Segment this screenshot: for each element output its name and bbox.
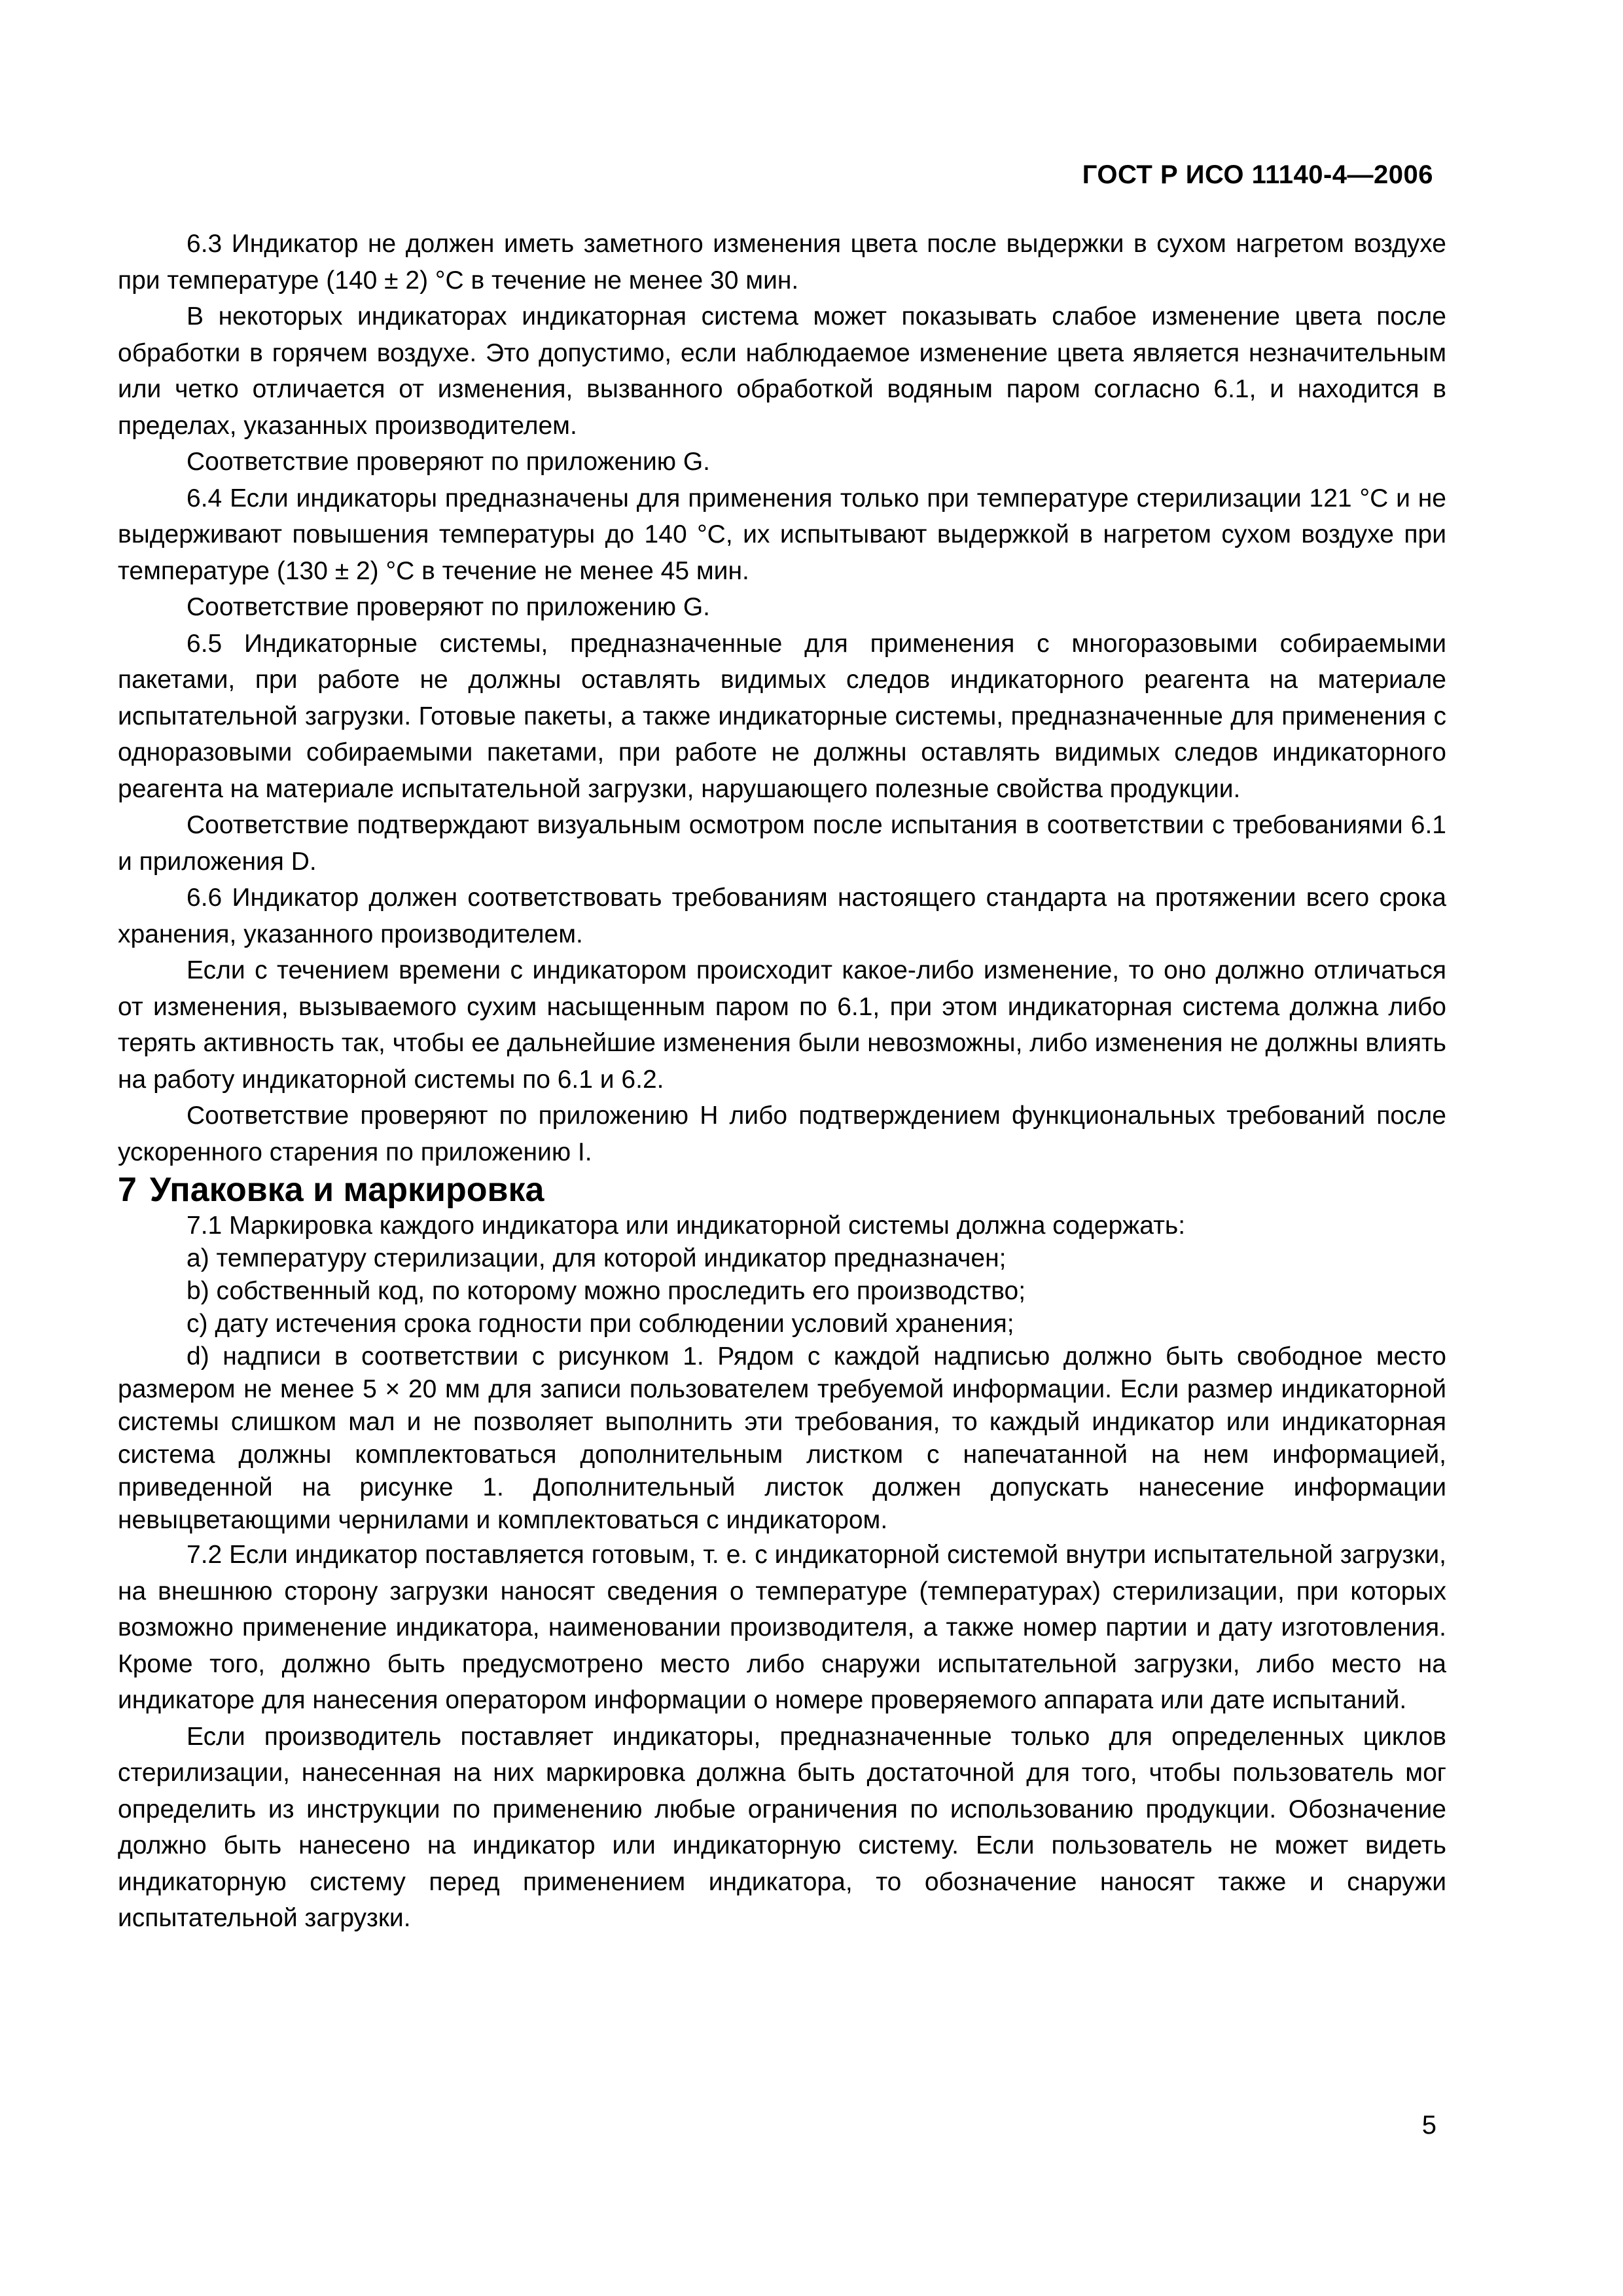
- paragraph: Соответствие проверяют по приложению G.: [187, 593, 711, 621]
- list-item: d) надписи в соответствии с рисунком 1. Рядом с каждой надписью должно быть свободное место размером не менее 5 × 20 мм для записи пользователем требуемой информации. Если размер индикаторной системы слишком мал и не позволяет выполнить эти требования, то каждый индикатор или индикаторная система должны комплектоваться дополнительным листком с напечатанной на нем информацией, приведенной на рисунке 1. Дополнительный листок должен допускать нанесение информации невыцветающими чернилами и комплектоваться с индикатором.: [118, 1342, 1446, 1534]
- paragraph-6-5: 6.5 Индикаторные системы, предназначенные для применения с многоразовыми собираемыми пакетами, при работе не должны оставлять видимых следов индикаторного реагента на материале испытательной загрузки. Готовые пакеты, а также индикаторные системы, предназначенные для применения с одноразовыми собираемыми пакетами, при работе не должны оставлять видимых следов индикаторного реагента на материале испытательной загрузки, нарушающего полезные свойства продукции.: [118, 629, 1446, 803]
- page-number: 5: [1421, 2111, 1436, 2140]
- paragraph: Соответствие подтверждают визуальным осмотром после испытания в соответствии с требованиями 6.1 и приложения D.: [118, 811, 1446, 876]
- paragraph: Если с течением времени с индикатором происходит какое-либо изменение, то оно должно отличаться от изменения, вызываемого сухим насыщенным паром по 6.1, при этом индикаторная система должна либо терять активность так, чтобы ее дальнейшие изменения были невозможны, либо изменения не должны влиять на работу индикаторной системы по 6.1 и 6.2.: [118, 956, 1446, 1094]
- paragraph: В некоторых индикаторах индикаторная система может показывать слабое изменение цвета после обработки в горячем воздухе. Это допустимо, если наблюдаемое изменение цвета является незначительным или четко отличается от изменения, вызванного обработкой водяным паром согласно 6.1, и находится в пределах, указанных производителем.: [118, 302, 1446, 440]
- document-body: [118, 226, 1446, 1937]
- section-number: 7: [118, 1171, 137, 1209]
- section-heading: [118, 1170, 1446, 1210]
- paragraph: Соответствие проверяют по приложению Н либо подтверждением функциональных требований после ускоренного старения по приложению I.: [118, 1102, 1446, 1166]
- list-item: b) собственный код, по которому можно проследить его производство;: [187, 1277, 1026, 1305]
- paragraph-7-1: 7.1 Маркировка каждого индикатора или индикаторной системы должна содержать:: [187, 1211, 1186, 1240]
- paragraph-6-3: 6.3 Индикатор не должен иметь заметного изменения цвета после выдержки в сухом нагретом воздухе при температуре (140 ± 2) °С в течение не менее 30 мин.: [118, 230, 1446, 295]
- paragraph: Соответствие проверяют по приложению G.: [187, 448, 711, 476]
- paragraph: Если производитель поставляет индикаторы, предназначенные только для определенных циклов стерилизации, нанесенная на них маркировка должна быть достаточной для того, чтобы пользователь мог определить из инструкции по применению любые ограничения по использованию продукции. Обозначение должно быть нанесено на индикатор или индикаторную систему. Если пользователь не может видеть индикаторную систему перед применением индикатора, то обозначение наносят также и снаружи испытательной загрузки.: [118, 1722, 1446, 1932]
- paragraph-6-6: 6.6 Индикатор должен соответствовать требованиям настоящего стандарта на протяжении всего срока хранения, указанного производителем.: [118, 884, 1446, 948]
- list-item: c) дату истечения срока годности при соблюдении условий хранения;: [187, 1310, 1014, 1338]
- document-header: ГОСТ Р ИСО 11140-4—2006: [1082, 160, 1433, 189]
- list-item: a) температуру стерилизации, для которой индикатор предназначен;: [187, 1244, 1007, 1272]
- paragraph-6-4: 6.4 Если индикаторы предназначены для применения только при температуре стерилизации 121 °С и не выдерживают повышения температуры до 140 °С, их испытывают выдержкой в нагретом сухом воздухе при температуре (130 ± 2) °С в течение не менее 45 мин.: [118, 484, 1446, 585]
- marking-list: [118, 1210, 1446, 1537]
- paragraph-7-2: 7.2 Если индикатор поставляется готовым, т. е. с индикаторной системой внутри испытательной загрузки, на внешнюю сторону загрузки наносят сведения о температуре (температурах) стерилизации, при которых возможно применение индикатора, наименовании производителя, а также номер партии и дату изготовления. Кроме того, должно быть предусмотрено место либо снаружи испытательной загрузки, либо место на индикаторе для нанесения оператором информации о номере проверяемого аппарата или дате испытаний.: [118, 1541, 1446, 1714]
- section-title: Упаковка и маркировка: [149, 1171, 544, 1209]
